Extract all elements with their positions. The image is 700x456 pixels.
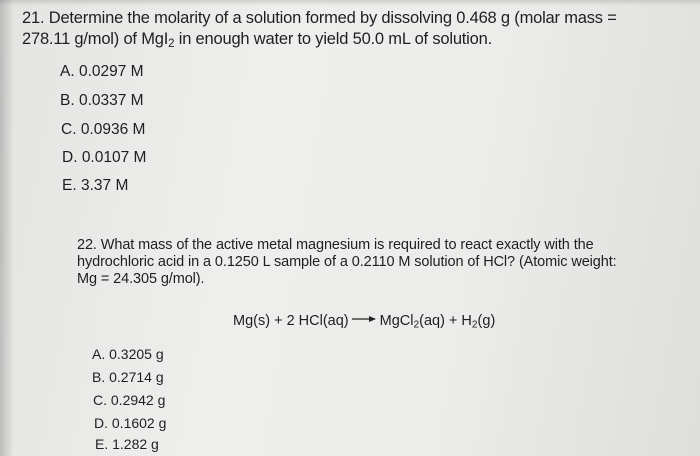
page-shadow-left (0, 0, 14, 456)
q21-option-e: E. 3.37 M (62, 177, 129, 194)
question-21-text-line-1: Determine the molarity of a solution formed by dissolving 0.468 g (molar mass = (48, 9, 617, 27)
q21-option-d: D. 0.0107 M (62, 149, 147, 166)
q21-option-b: B. 0.0337 M (60, 92, 144, 109)
q22-option-d: D. 0.1602 g (94, 415, 167, 431)
question-21-line-1 (22, 9, 617, 28)
q21-option-a: A. 0.0297 M (60, 63, 144, 80)
q22-option-e: E. 1.282 g (95, 436, 159, 452)
reaction-arrow-icon (352, 314, 376, 324)
q22-option-a: A. 0.3205 g (92, 346, 164, 362)
page-shadow-top (0, 0, 700, 6)
q22-option-b: B. 0.2714 g (92, 369, 164, 385)
q21-option-c: C. 0.0936 M (61, 121, 146, 138)
question-22-line-3: Mg = 24.305 g/mol). (77, 271, 205, 287)
question-21-number: 21. (22, 9, 45, 27)
question-22-line-1: 22. What mass of the active metal magnesium is required to react exactly with the (77, 237, 594, 253)
q22-option-c: C. 0.2942 g (93, 392, 166, 408)
reaction-equation: Mg(s) + 2 HCl(aq) MgCl$_2$(aq) + $H_2(g)$ (233, 313, 496, 331)
question-22-number: 22. (77, 237, 97, 253)
question-21-line-2: 278.11 g/mol) of MgI$_2$ in enough water to yield 50.0 mL of solution. (22, 30, 492, 50)
question-22-line-2: hydrochloric acid in a 0.1250 L sample of a 0.2110 M solution of HCl? (Atomic weight: (77, 254, 617, 270)
